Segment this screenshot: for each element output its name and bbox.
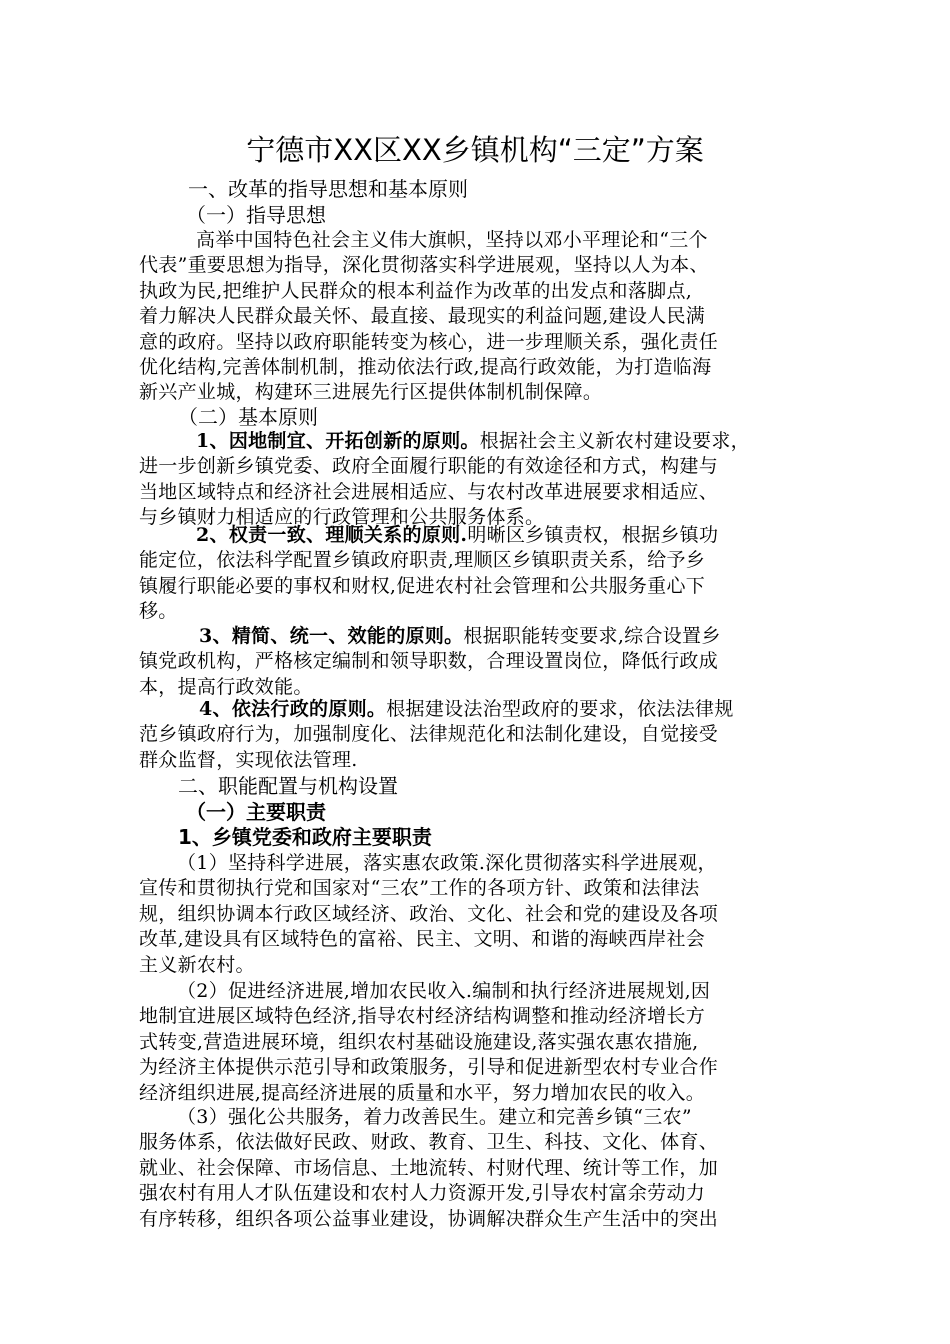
text-line: 高举中国特色社会主义伟大旗帜，坚持以邓小平理论和“三个 (196, 229, 708, 251)
text-line: 强农村有用人才队伍建设和农村人力资源开发,引导农村富余劳动力 (139, 1182, 706, 1205)
text-line: 镇履行职能必要的事权和财权,促进农村社会管理和公共服务重心下 (139, 574, 706, 597)
principle-1-paragraph (139, 429, 815, 531)
principle-2-paragraph (139, 523, 815, 625)
document-title: 宁德市XX区XX乡镇机构“三定”方案 (246, 133, 704, 167)
text-line: （1）坚持科学进展，落实惠农政策.深化贯彻落实科学进展观， (177, 852, 717, 874)
section1-heading: 一、改革的指导思想和基本原则 (188, 177, 468, 201)
text-line: 规，组织协调本行政区域经济、政治、文化、社会和党的建设及各项 (139, 902, 719, 925)
text-line: 经济组织进展,提高经济进展的质量和水平，努力增加农民的收入。 (139, 1081, 706, 1104)
text-line: 群众监督，实现依法管理. (139, 748, 358, 771)
text-line: 地制宜进展区域特色经济,指导农村经济结构调整和推动经济增长方 (139, 1005, 706, 1028)
text-line: （2）促进经济进展,增加农民收入.编制和执行经济进展规划,因 (177, 980, 711, 1002)
principle-3-title: 3、精简、统一、效能的原则。 (199, 625, 464, 647)
text-line: 服务体系，依法做好民政、财政、教育、卫生、科技、文化、体育、 (139, 1131, 719, 1154)
text-line: 着力解决人民群众最关怀、最直接、最现实的利益问题,建设人民满 (139, 305, 706, 328)
text-line: 2、权责一致、理顺关系的原则.明晰区乡镇责权，根据乡镇功 (196, 524, 719, 546)
principle-4-title: 4、依法行政的原则。 (199, 698, 387, 720)
text-line: 范乡镇政府行为，加强制度化、法律规范化和法制化建设，自觉接受 (139, 723, 719, 746)
text-line: 执政为民,把维护人民群众的根本利益作为改革的出发点和落脚点, (139, 279, 693, 302)
section2-sub1-1-heading: 1、乡镇党委和政府主要职责 (178, 825, 432, 849)
text-line: 3、精简、统一、效能的原则。根据职能转变要求,综合设置乡 (199, 625, 721, 647)
text-line: 新兴产业城，构建环三进展先行区提供体制机制保障。 (139, 381, 603, 404)
text-line: 主义新农村。 (139, 953, 255, 976)
text-line: 改革,建设具有区域特色的富裕、民主、文明、和谐的海峡西岸社会 (139, 928, 706, 951)
section1-sub1-heading: （一）指导思想 (186, 203, 326, 227)
text-line: 与乡镇财力相适应的行政管理和公共服务体系。 (139, 506, 545, 529)
text-line: 宣传和贯彻执行党和国家对“三农”工作的各项方针、政策和法律法 (139, 877, 700, 900)
duty-item-2-paragraph (139, 979, 815, 1106)
text-line: 代表”重要思想为指导，深化贯彻落实科学进展观，坚持以人为本、 (139, 254, 709, 277)
principle-3-paragraph (139, 624, 815, 700)
text-line: 进一步创新乡镇党委、政府全面履行职能的有效途径和方式，构建与 (139, 455, 719, 478)
text-line: 有序转移，组织各项公益事业建设，协调解决群众生产生活中的突出 (139, 1207, 719, 1230)
text-line: 式转变,营造进展环境，组织农村基础设施建设,落实强农惠农措施, (139, 1030, 699, 1053)
text-line: 当地区域特点和经济社会进展相适应、与农村改革进展要求相适应、 (139, 480, 719, 503)
text-line: 镇党政机构，严格核定编制和领导职数，合理设置岗位，降低行政成 (139, 650, 719, 673)
duty-item-3-paragraph (139, 1105, 815, 1232)
text-line: 能定位，依法科学配置乡镇政府职责,理顺区乡镇职责关系，给予乡 (139, 549, 706, 572)
text-line: 为经济主体提供示范引导和政策服务，引导和促进新型农村专业合作 (139, 1056, 719, 1079)
section2-sub1-heading: （一）主要职责 (186, 800, 326, 824)
text-line: 4、依法行政的原则。根据建设法治型政府的要求，依法法律规 (199, 698, 734, 720)
text-line: 移。 (139, 600, 178, 623)
text-line: 就业、社会保障、市场信息、土地流转、村财代理、统计等工作，加 (139, 1156, 719, 1179)
principle-1-title: 1、因地制宜、开拓创新的原则。 (196, 430, 480, 452)
text-line: （3）强化公共服务，着力改善民生。建立和完善乡镇“三农” (177, 1106, 692, 1128)
principle-4-paragraph (139, 697, 815, 773)
text-line: 本，提高行政效能。 (139, 675, 313, 698)
text-line: 1、因地制宜、开拓创新的原则。根据社会主义新农村建设要求， (196, 430, 750, 452)
duty-item-1-paragraph (139, 851, 815, 978)
text-line: 优化结构,完善体制机制，推动依法行政,提高行政效能，为打造临海 (139, 356, 712, 379)
section1-sub2-heading: （二）基本原则 (178, 405, 318, 429)
section2-heading: 二、职能配置与机构设置 (178, 774, 398, 798)
text-line: 意的政府。坚持以政府职能转变为核心，进一步理顺关系，强化责任 (139, 330, 719, 353)
principle-2-title: 2、权责一致、理顺关系的原则. (196, 524, 468, 546)
guiding-thought-paragraph (139, 228, 815, 406)
